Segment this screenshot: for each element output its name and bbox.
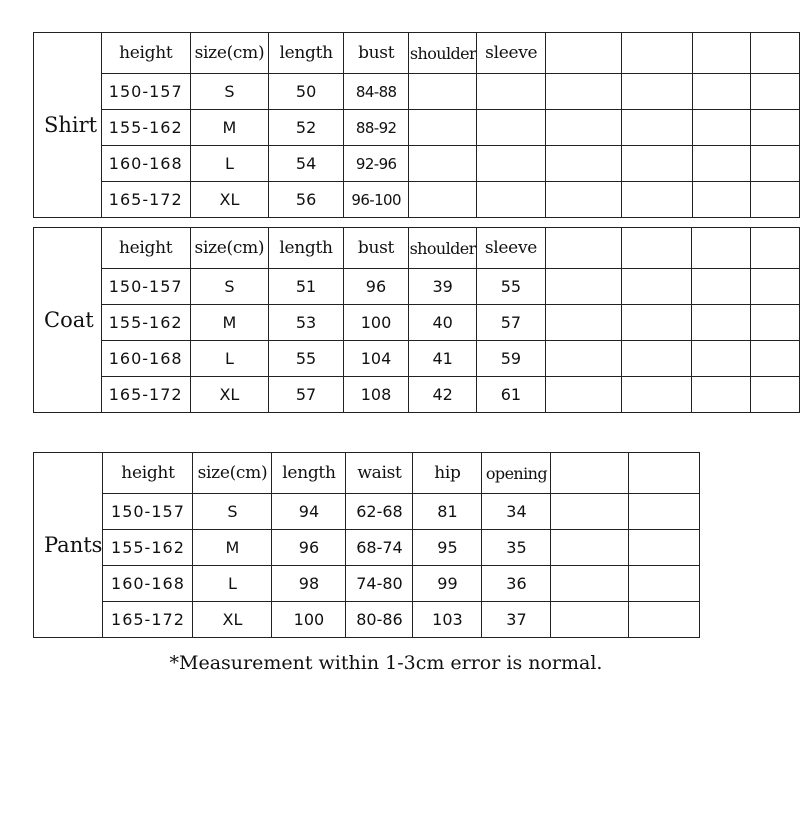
shirt-sleeve-cell — [477, 182, 546, 218]
pants-height-cell: 155-162 — [103, 530, 193, 566]
shirt-empty-cell — [546, 74, 622, 110]
coat-height-cell: 165-172 — [101, 377, 190, 413]
shirt-bust-cell: 88-92 — [343, 110, 409, 146]
pants-hip-cell: 95 — [413, 530, 482, 566]
pants-header-waist: waist — [346, 453, 413, 494]
pants-length-cell: 96 — [272, 530, 346, 566]
coat-size-cell: XL — [190, 377, 269, 413]
shirt-empty-cell — [622, 74, 692, 110]
table-row — [34, 602, 700, 638]
shirt-empty-cell — [546, 182, 622, 218]
coat-empty-cell — [621, 377, 691, 413]
pants-height-cell: 165-172 — [103, 602, 193, 638]
shirt-empty-cell — [692, 110, 751, 146]
measurement-note: *Measurement within 1-3cm error is normal. — [169, 652, 603, 674]
pants-header-hip: hip — [413, 453, 482, 494]
shirt-length-cell: 56 — [269, 182, 344, 218]
shirt-empty-cell — [546, 33, 622, 74]
pants-waist-cell: 80-86 — [346, 602, 413, 638]
coat-length-cell: 51 — [269, 269, 344, 305]
shirt-empty-cell — [692, 33, 751, 74]
pants-opening-cell: 35 — [482, 530, 551, 566]
coat-bust-cell: 96 — [343, 269, 408, 305]
coat-empty-cell — [751, 269, 800, 305]
pants-hip-cell: 103 — [413, 602, 482, 638]
shirt-empty-cell — [622, 182, 692, 218]
shirt-empty-cell — [546, 110, 622, 146]
coat-empty-cell — [545, 269, 621, 305]
coat-length-cell: 55 — [269, 341, 344, 377]
pants-empty-cell — [551, 494, 629, 530]
coat-height-cell: 155-162 — [101, 305, 190, 341]
pants-size-cell: XL — [193, 602, 272, 638]
table-row — [34, 74, 800, 110]
table-row — [34, 269, 800, 305]
coat-sleeve-cell: 61 — [477, 377, 546, 413]
coat-shoulder-cell: 39 — [409, 269, 477, 305]
shirt-empty-cell — [751, 146, 800, 182]
table-row — [34, 494, 700, 530]
pants-empty-cell — [629, 602, 700, 638]
shirt-header-height: height — [101, 33, 190, 74]
shirt-sleeve-cell — [477, 146, 546, 182]
pants-category-label: Pants — [34, 453, 103, 638]
coat-height-cell: 150-157 — [101, 269, 190, 305]
pants-empty-cell — [551, 453, 629, 494]
shirt-bust-cell: 96-100 — [343, 182, 409, 218]
shirt-empty-cell — [546, 146, 622, 182]
coat-empty-cell — [692, 305, 751, 341]
shirt-header-bust: bust — [343, 33, 409, 74]
pants-empty-cell — [629, 530, 700, 566]
pants-header-opening: opening — [482, 453, 551, 494]
shirt-height-cell: 160-168 — [101, 146, 190, 182]
shirt-empty-cell — [751, 110, 800, 146]
coat-header-height: height — [101, 228, 190, 269]
shirt-sleeve-cell — [477, 110, 546, 146]
shirt-empty-cell — [692, 146, 751, 182]
coat-header-sleeve: sleeve — [477, 228, 546, 269]
shirt-shoulder-cell — [409, 110, 477, 146]
coat-size-cell: L — [190, 341, 269, 377]
pants-hip-cell: 99 — [413, 566, 482, 602]
shirt-empty-cell — [692, 182, 751, 218]
pants-empty-cell — [629, 453, 700, 494]
coat-empty-cell — [621, 305, 691, 341]
pants-empty-cell — [551, 602, 629, 638]
shirt-header-sleeve: sleeve — [477, 33, 546, 74]
coat-bust-cell: 100 — [343, 305, 408, 341]
shirt-length-cell: 52 — [269, 110, 344, 146]
shirt-header-shoulder: shoulder — [409, 33, 477, 74]
pants-header-height: height — [103, 453, 193, 494]
pants-size-table — [33, 452, 700, 638]
table-row — [34, 530, 700, 566]
pants-size-cell: M — [193, 530, 272, 566]
pants-opening-cell: 36 — [482, 566, 551, 602]
shirt-height-cell: 150-157 — [101, 74, 190, 110]
pants-height-cell: 160-168 — [103, 566, 193, 602]
pants-opening-cell: 37 — [482, 602, 551, 638]
pants-size-cell: L — [193, 566, 272, 602]
shirt-empty-cell — [622, 110, 692, 146]
coat-sleeve-cell: 57 — [477, 305, 546, 341]
shirt-sleeve-cell — [477, 74, 546, 110]
shirt-size-table — [33, 32, 800, 218]
shirt-empty-cell — [751, 74, 800, 110]
table-row — [34, 341, 800, 377]
coat-empty-cell — [751, 377, 800, 413]
pants-waist-cell: 74-80 — [346, 566, 413, 602]
shirt-empty-cell — [692, 74, 751, 110]
coat-bust-cell: 104 — [343, 341, 408, 377]
shirt-length-cell: 54 — [269, 146, 344, 182]
table-row — [34, 146, 800, 182]
coat-empty-cell — [692, 269, 751, 305]
table-row — [34, 377, 800, 413]
shirt-empty-cell — [622, 146, 692, 182]
coat-shoulder-cell: 40 — [409, 305, 477, 341]
coat-empty-cell — [545, 305, 621, 341]
coat-size-table — [33, 227, 800, 413]
pants-waist-cell: 68-74 — [346, 530, 413, 566]
coat-height-cell: 160-168 — [101, 341, 190, 377]
coat-empty-cell — [751, 228, 800, 269]
pants-length-cell: 94 — [272, 494, 346, 530]
shirt-bust-cell: 84-88 — [343, 74, 409, 110]
pants-height-cell: 150-157 — [103, 494, 193, 530]
coat-shoulder-cell: 41 — [409, 341, 477, 377]
coat-empty-cell — [545, 228, 621, 269]
shirt-size-cell: M — [190, 110, 269, 146]
coat-empty-cell — [692, 377, 751, 413]
pants-empty-cell — [629, 566, 700, 602]
shirt-empty-cell — [622, 33, 692, 74]
shirt-empty-cell — [751, 182, 800, 218]
coat-size-cell: S — [190, 269, 269, 305]
shirt-size-cell: XL — [190, 182, 269, 218]
pants-header-length: length — [272, 453, 346, 494]
coat-header-size: size(cm) — [190, 228, 269, 269]
shirt-size-cell: S — [190, 74, 269, 110]
coat-bust-cell: 108 — [343, 377, 408, 413]
pants-opening-cell: 34 — [482, 494, 551, 530]
pants-hip-cell: 81 — [413, 494, 482, 530]
coat-empty-cell — [621, 228, 691, 269]
coat-category-label: Coat — [34, 228, 102, 413]
coat-length-cell: 57 — [269, 377, 344, 413]
table-row — [34, 110, 800, 146]
coat-header-length: length — [269, 228, 344, 269]
coat-empty-cell — [751, 341, 800, 377]
shirt-size-cell: L — [190, 146, 269, 182]
coat-header-shoulder: shoulder — [409, 228, 477, 269]
pants-header-size: size(cm) — [193, 453, 272, 494]
shirt-empty-cell — [751, 33, 800, 74]
coat-shoulder-cell: 42 — [409, 377, 477, 413]
coat-sleeve-cell: 59 — [477, 341, 546, 377]
shirt-bust-cell: 92-96 — [343, 146, 409, 182]
shirt-length-cell: 50 — [269, 74, 344, 110]
coat-length-cell: 53 — [269, 305, 344, 341]
table-row — [34, 305, 800, 341]
coat-empty-cell — [545, 377, 621, 413]
shirt-header-size: size(cm) — [190, 33, 269, 74]
table-row — [34, 566, 700, 602]
coat-empty-cell — [751, 305, 800, 341]
shirt-category-label: Shirt — [34, 33, 102, 218]
pants-waist-cell: 62-68 — [346, 494, 413, 530]
coat-empty-cell — [692, 341, 751, 377]
shirt-height-cell: 155-162 — [101, 110, 190, 146]
pants-length-cell: 98 — [272, 566, 346, 602]
shirt-shoulder-cell — [409, 146, 477, 182]
coat-size-cell: M — [190, 305, 269, 341]
coat-empty-cell — [545, 341, 621, 377]
pants-empty-cell — [629, 494, 700, 530]
shirt-height-cell: 165-172 — [101, 182, 190, 218]
pants-length-cell: 100 — [272, 602, 346, 638]
shirt-shoulder-cell — [409, 74, 477, 110]
shirt-shoulder-cell — [409, 182, 477, 218]
pants-empty-cell — [551, 530, 629, 566]
coat-empty-cell — [692, 228, 751, 269]
coat-sleeve-cell: 55 — [477, 269, 546, 305]
shirt-header-length: length — [269, 33, 344, 74]
table-row — [34, 182, 800, 218]
pants-empty-cell — [551, 566, 629, 602]
coat-empty-cell — [621, 269, 691, 305]
pants-size-cell: S — [193, 494, 272, 530]
coat-empty-cell — [621, 341, 691, 377]
coat-header-bust: bust — [343, 228, 408, 269]
